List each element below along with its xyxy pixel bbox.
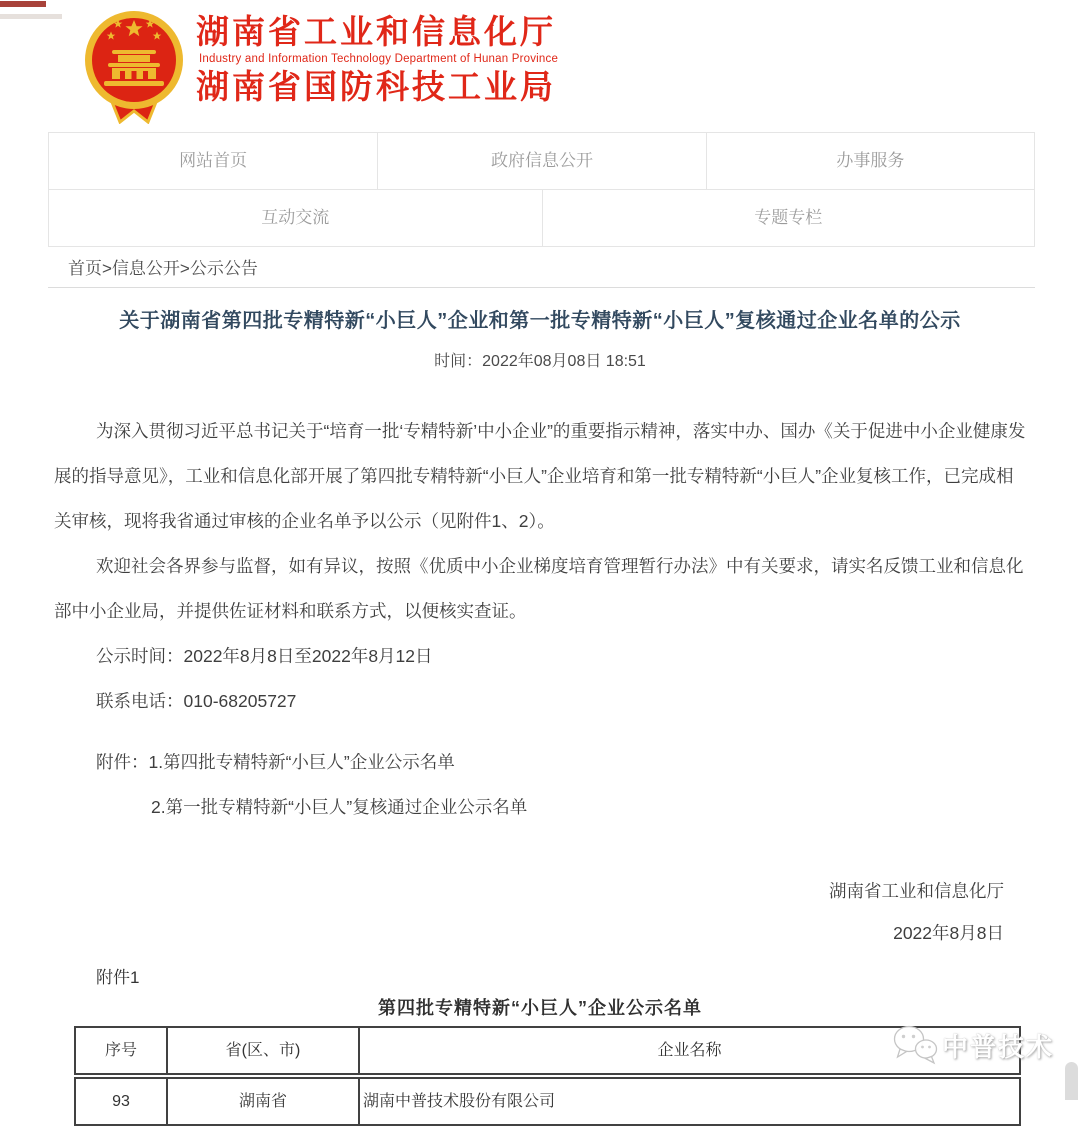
nav-row-2 <box>49 190 1034 246</box>
paragraph-2: 欢迎社会各界参与监督，如有异议，按照《优质中小企业梯度培育管理暂行办法》中有关要求，请实名反馈工业和信息化部中小企业局，并提供佐证材料和联系方式，以便核实查证。 <box>54 556 1024 621</box>
nav-item-gov-info-disclosure[interactable]: 政府信息公开 <box>377 133 705 189</box>
attachment-line-1 <box>54 740 1026 785</box>
national-emblem-icon <box>82 8 186 124</box>
col-header-serial: 序号 <box>75 1027 167 1076</box>
annex-label: 附件1 <box>96 968 140 987</box>
attachments <box>54 740 1026 830</box>
main-nav <box>48 132 1035 247</box>
watermark <box>892 1024 1054 1066</box>
publish-time: 时间：2022年08月08日 18:51 <box>434 353 646 370</box>
wechat-icon <box>892 1024 938 1066</box>
public-period-line: 公示时间：2022年8月8日至2022年8月12日 <box>96 646 433 666</box>
nav-item-interaction[interactable]: 互动交流 <box>261 208 330 227</box>
company-table <box>74 1026 1021 1126</box>
attachment-item-1: 1.第四批专精特新“小巨人”企业公示名单 <box>148 752 455 772</box>
contact-phone-line: 联系电话：010-68205727 <box>96 691 297 711</box>
org-name-english: Industry and Information Technology Department of Hunan Province <box>199 53 559 66</box>
nav-item-home[interactable]: 网站首页 <box>179 151 248 170</box>
cell-province: 湖南省 <box>167 1076 359 1125</box>
paragraph-1: 为深入贯彻习近平总书记关于“培育一批‘专精特新’中小企业”的重要指示精神，落实中办、国办《关于促进中小企业健康发展的指导意见》，工业和信息化部开展了第四批专精特新“小巨人”企业培育和第一批专精特新“小巨人”企业复核工作，已完成相关审核，现将我省通过审核的企业名单予以公示（见附件1、2）。 <box>54 421 1026 531</box>
cell-company: 湖南中普技术股份有限公司 <box>359 1076 1020 1125</box>
screenshot-artifact-red <box>0 1 46 7</box>
table-title: 第四批专精特新“小巨人”企业公示名单 <box>378 998 702 1018</box>
org-name-line2: 湖南省国防科技工业局 <box>196 68 556 106</box>
nav-item-special-topics[interactable]: 专题专栏 <box>542 190 1035 246</box>
site-header <box>0 0 1080 132</box>
nav-row-1 <box>49 133 1034 190</box>
scrollbar-thumb[interactable] <box>1065 1062 1078 1100</box>
attachments-label: 附件： <box>96 752 149 772</box>
cell-serial: 93 <box>75 1076 167 1125</box>
signature <box>54 870 1026 954</box>
table-row <box>75 1076 1020 1125</box>
breadcrumb[interactable]: 首页>信息公开>公示公告 <box>48 247 1035 288</box>
watermark-text: 中普技术 <box>941 1031 1054 1062</box>
table-header-row <box>75 1027 1020 1076</box>
col-header-company: 企业名称 <box>359 1027 1020 1076</box>
article-title: 关于湖南省第四批专精特新“小巨人”企业和第一批专精特新“小巨人”复核通过企业名单的公示 <box>119 310 961 332</box>
col-header-province: 省(区、市) <box>167 1027 359 1076</box>
org-names <box>196 8 558 108</box>
screenshot-artifact-gray <box>0 14 62 19</box>
article-body <box>48 409 1032 1126</box>
signature-date: 2022年8月8日 <box>893 923 1004 943</box>
article <box>0 304 1080 1126</box>
signature-org: 湖南省工业和信息化厅 <box>829 881 1004 901</box>
org-name-line1: 湖南省工业和信息化厅 <box>196 13 556 50</box>
attachment-item-2: 2.第一批专精特新“小巨人”复核通过企业公示名单 <box>151 797 528 817</box>
nav-item-services[interactable]: 办事服务 <box>706 133 1034 189</box>
